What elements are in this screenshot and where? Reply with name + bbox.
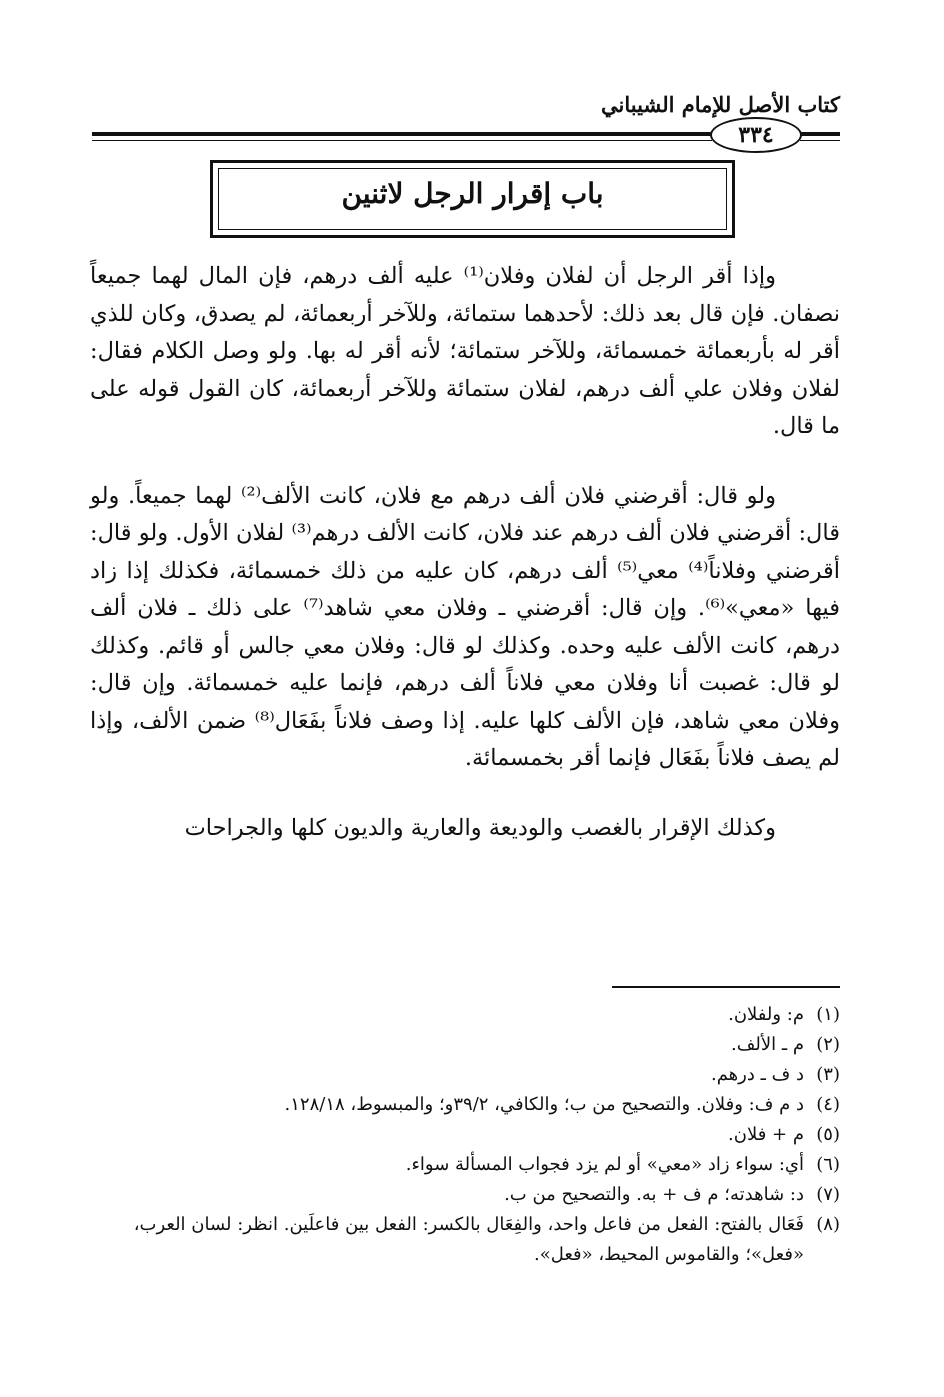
footnote-number: (٤) (816, 1094, 840, 1115)
footnote-number: (٦) (816, 1154, 840, 1175)
footnote-text: د: شاهدته؛ م ف + به. والتصحيح من ب. (504, 1184, 804, 1205)
header-rule-thin (92, 140, 712, 141)
footnote (100, 1210, 840, 1270)
footnote-text: د ف ـ درهم. (710, 1064, 804, 1085)
footnote-number: (٨) (816, 1214, 840, 1235)
footnote (100, 1150, 840, 1180)
footnote-text: م: ولفلان. (728, 1004, 804, 1025)
footnote-number: (٥) (816, 1124, 840, 1145)
header-rule (92, 132, 712, 136)
footnote (100, 1180, 840, 1210)
footnote-number: (٣) (816, 1064, 840, 1085)
chapter-title-frame (210, 160, 735, 238)
footnote (100, 1060, 840, 1090)
page-number: ٣٣٤ (710, 117, 802, 153)
header-rule-right-thin (800, 140, 840, 141)
running-title: كتاب الأصل للإمام الشيباني (601, 92, 840, 117)
footnote (100, 1120, 840, 1150)
footnote (100, 1030, 840, 1060)
body-text (90, 258, 840, 847)
footnote-text: م + فلان. (728, 1124, 804, 1145)
chapter-title: باب إقرار الرجل لاثنين (341, 177, 604, 210)
footnote-text: أي: سواء زاد «معي» أو لم يزد فجواب المسألة سواء. (405, 1154, 804, 1175)
header-rule-right (800, 132, 840, 136)
footnote (100, 1000, 840, 1030)
paragraph: وإذا أقر الرجل أن لفلان وفلان⁽¹⁾ عليه ألف درهم، فإن المال لهما جميعاً نصفان. فإن قال بعد ذلك: لأحدهما ستمائة، وللآخر أربعمائة، لم يصدق، وكان للذي أقر له بأربعمائة خمسمائة، وللآخر ستمائة؛ لأنه أقر له بها. ولو وصل الكلام فقال: لفلان وفلان علي ألف درهم، لفلان ستمائة وللآخر أربعمائة، كان القول قوله على ما قال. (90, 263, 840, 439)
paragraph: وكذلك الإقرار بالغصب والوديعة والعارية والديون كلها والجراحات (184, 814, 776, 841)
footnote-text: م ـ الألف. (731, 1034, 804, 1055)
paragraph: ولو قال: أقرضني فلان ألف درهم مع فلان، كانت الألف⁽²⁾ لهما جميعاً. ولو قال: أقرضني فلان ألف درهم عند فلان، كانت الألف درهم⁽³⁾ لفلان الأول. ولو قال: أقرضني وفلاناً⁽⁴⁾ معي⁽⁵⁾ ألف درهم، كان عليه من ذلك خمسمائة، فكذلك إذا زاد فيها «معي»⁽⁶⁾. وإن قال: أقرضني ـ وفلان معي شاهد⁽⁷⁾ على ذلك ـ فلان ألف درهم، كانت الألف عليه وحده. وكذلك لو قال: وفلان معي جالس أو قائم. وكذلك لو قال: غصبت أنا وفلان معي فلاناً ألف درهم، فإنما عليه خمسمائة. وإن قال: وفلان معي شاهد، فإن الألف كلها عليه. إذا وصف فلاناً بفَعَال⁽⁸⁾ ضمن الألف، وإذا لم يصف فلاناً بفَعَال فإنما أقر بخمسمائة. (90, 482, 840, 771)
footnotes (100, 1000, 840, 1270)
footnote (100, 1090, 840, 1120)
footnote-number: (١) (816, 1004, 840, 1025)
footnote-number: (٢) (816, 1034, 840, 1055)
footnote-text: د م ف: وفلان. والتصحيح من ب؛ والكافي، ٣٩/٢و؛ والمبسوط، ١٢٨/١٨. (284, 1094, 804, 1115)
footnote-number: (٧) (816, 1184, 840, 1205)
footnote-text: فَعَال بالفتح: الفعل من فاعل واحد، والفِعَال بالكسر: الفعل بين فاعلَين. انظر: لسان العرب، «فعل»؛ والقاموس المحيط، «فعل». (133, 1214, 804, 1265)
footnote-separator (612, 986, 840, 988)
